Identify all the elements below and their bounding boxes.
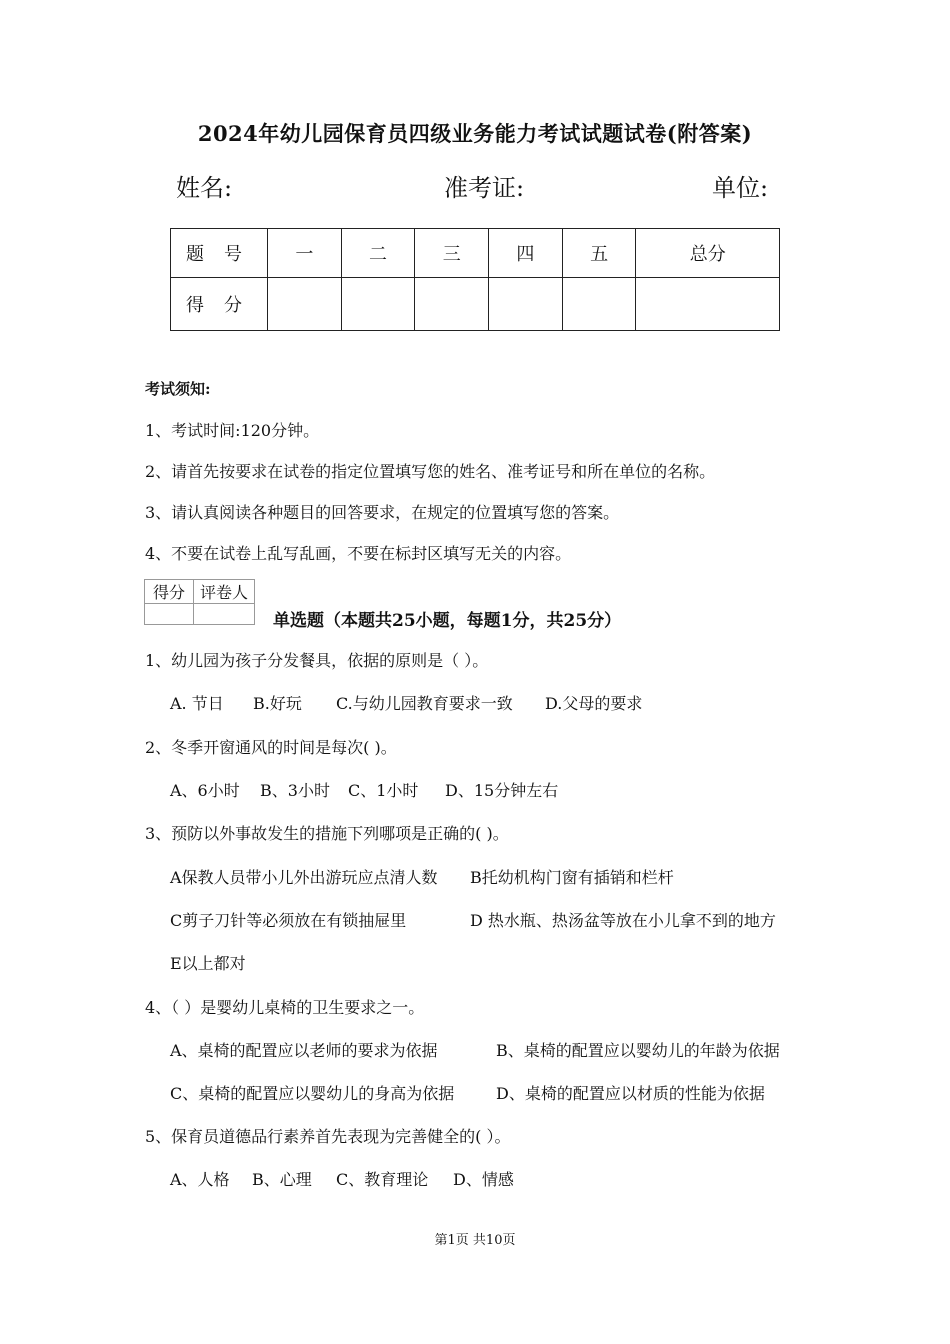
- score-cell[interactable]: [268, 278, 342, 331]
- score-cell[interactable]: [415, 278, 489, 331]
- question-stem: 5、保育员道德品行素养首先表现为完善健全的( ）。: [145, 1127, 511, 1146]
- question-stem: 2、冬季开窗通风的时间是每次( )。: [145, 738, 397, 757]
- question-option[interactable]: A保教人员带小儿外出游玩应点清人数: [170, 868, 438, 887]
- column-header: 五: [562, 229, 636, 278]
- question-number-label: 题号: [171, 229, 268, 278]
- question-option[interactable]: A、6小时: [170, 781, 240, 800]
- notice-item: 1、考试时间:120分钟。: [145, 421, 320, 440]
- score-cell[interactable]: [341, 278, 415, 331]
- grader-score-label: 得分: [145, 580, 194, 604]
- question-option[interactable]: E以上都对: [170, 954, 246, 973]
- column-header: 三: [415, 229, 489, 278]
- score-label: 得分: [171, 278, 268, 331]
- notice-item: 3、请认真阅读各种题目的回答要求，在规定的位置填写您的答案。: [145, 503, 620, 522]
- notice-item: 2、请首先按要求在试卷的指定位置填写您的姓名、准考证号和所在单位的名称。: [145, 462, 716, 481]
- page-footer: 第1页 共10页: [434, 1233, 516, 1248]
- question-option[interactable]: C、1小时: [348, 781, 419, 800]
- column-header: 总分: [636, 229, 780, 278]
- score-cell[interactable]: [562, 278, 636, 331]
- question-option[interactable]: D 热水瓶、热汤盆等放在小儿拿不到的地方: [470, 911, 776, 930]
- question-option[interactable]: D.父母的要求: [545, 694, 643, 713]
- section-heading: 单选题（本题共25小题，每题1分，共25分）: [273, 611, 622, 631]
- question-option[interactable]: D、情感: [453, 1170, 514, 1189]
- score-cell[interactable]: [489, 278, 563, 331]
- candidate-info-row: [176, 168, 776, 204]
- question-option[interactable]: B.好玩: [253, 694, 302, 713]
- question-option[interactable]: C、桌椅的配置应以婴幼儿的身高为依据: [170, 1084, 455, 1103]
- column-header: 四: [489, 229, 563, 278]
- grader-score-cell[interactable]: [145, 604, 194, 625]
- notice-title: 考试须知:: [145, 380, 211, 398]
- grader-box: [144, 579, 255, 625]
- question-option[interactable]: C.与幼儿园教育要求一致: [336, 694, 513, 713]
- question-stem: 4、（ ）是婴幼儿桌椅的卫生要求之一。: [145, 998, 425, 1017]
- name-field-label: 姓名:: [176, 174, 233, 202]
- question-stem: 1、幼儿园为孩子分发餐具，依据的原则是（ ）。: [145, 651, 489, 670]
- column-header: 二: [341, 229, 415, 278]
- grader-reviewer-label: 评卷人: [194, 580, 255, 604]
- notice-item: 4、不要在试卷上乱写乱画，不要在标封区填写无关的内容。: [145, 544, 572, 563]
- question-option[interactable]: B、心理: [252, 1170, 312, 1189]
- page-title: 2024年幼儿园保育员四级业务能力考试试题试卷(附答案): [197, 121, 753, 146]
- exam-id-field-label: 准考证:: [444, 174, 525, 202]
- unit-field-label: 单位:: [712, 174, 769, 202]
- question-option[interactable]: D、15分钟左右: [445, 781, 559, 800]
- score-table-header-row: [171, 229, 780, 278]
- question-option[interactable]: A. 节日: [170, 694, 224, 713]
- column-header: 一: [268, 229, 342, 278]
- question-stem: 3、预防以外事故发生的措施下列哪项是正确的( )。: [145, 824, 509, 843]
- score-table: [170, 228, 780, 331]
- score-table-score-row: [171, 278, 780, 331]
- grader-reviewer-cell[interactable]: [194, 604, 255, 625]
- question-option[interactable]: D、桌椅的配置应以材质的性能为依据: [496, 1084, 765, 1103]
- question-option[interactable]: A、人格: [170, 1170, 230, 1189]
- question-option[interactable]: B托幼机构门窗有插销和栏杆: [470, 868, 674, 887]
- question-option[interactable]: B、桌椅的配置应以婴幼儿的年龄为依据: [496, 1041, 780, 1060]
- score-cell[interactable]: [636, 278, 780, 331]
- question-option[interactable]: A、桌椅的配置应以老师的要求为依据: [170, 1041, 438, 1060]
- question-option[interactable]: C、教育理论: [336, 1170, 429, 1189]
- question-option[interactable]: C剪子刀针等必须放在有锁抽屉里: [170, 911, 407, 930]
- question-option[interactable]: B、3小时: [260, 781, 330, 800]
